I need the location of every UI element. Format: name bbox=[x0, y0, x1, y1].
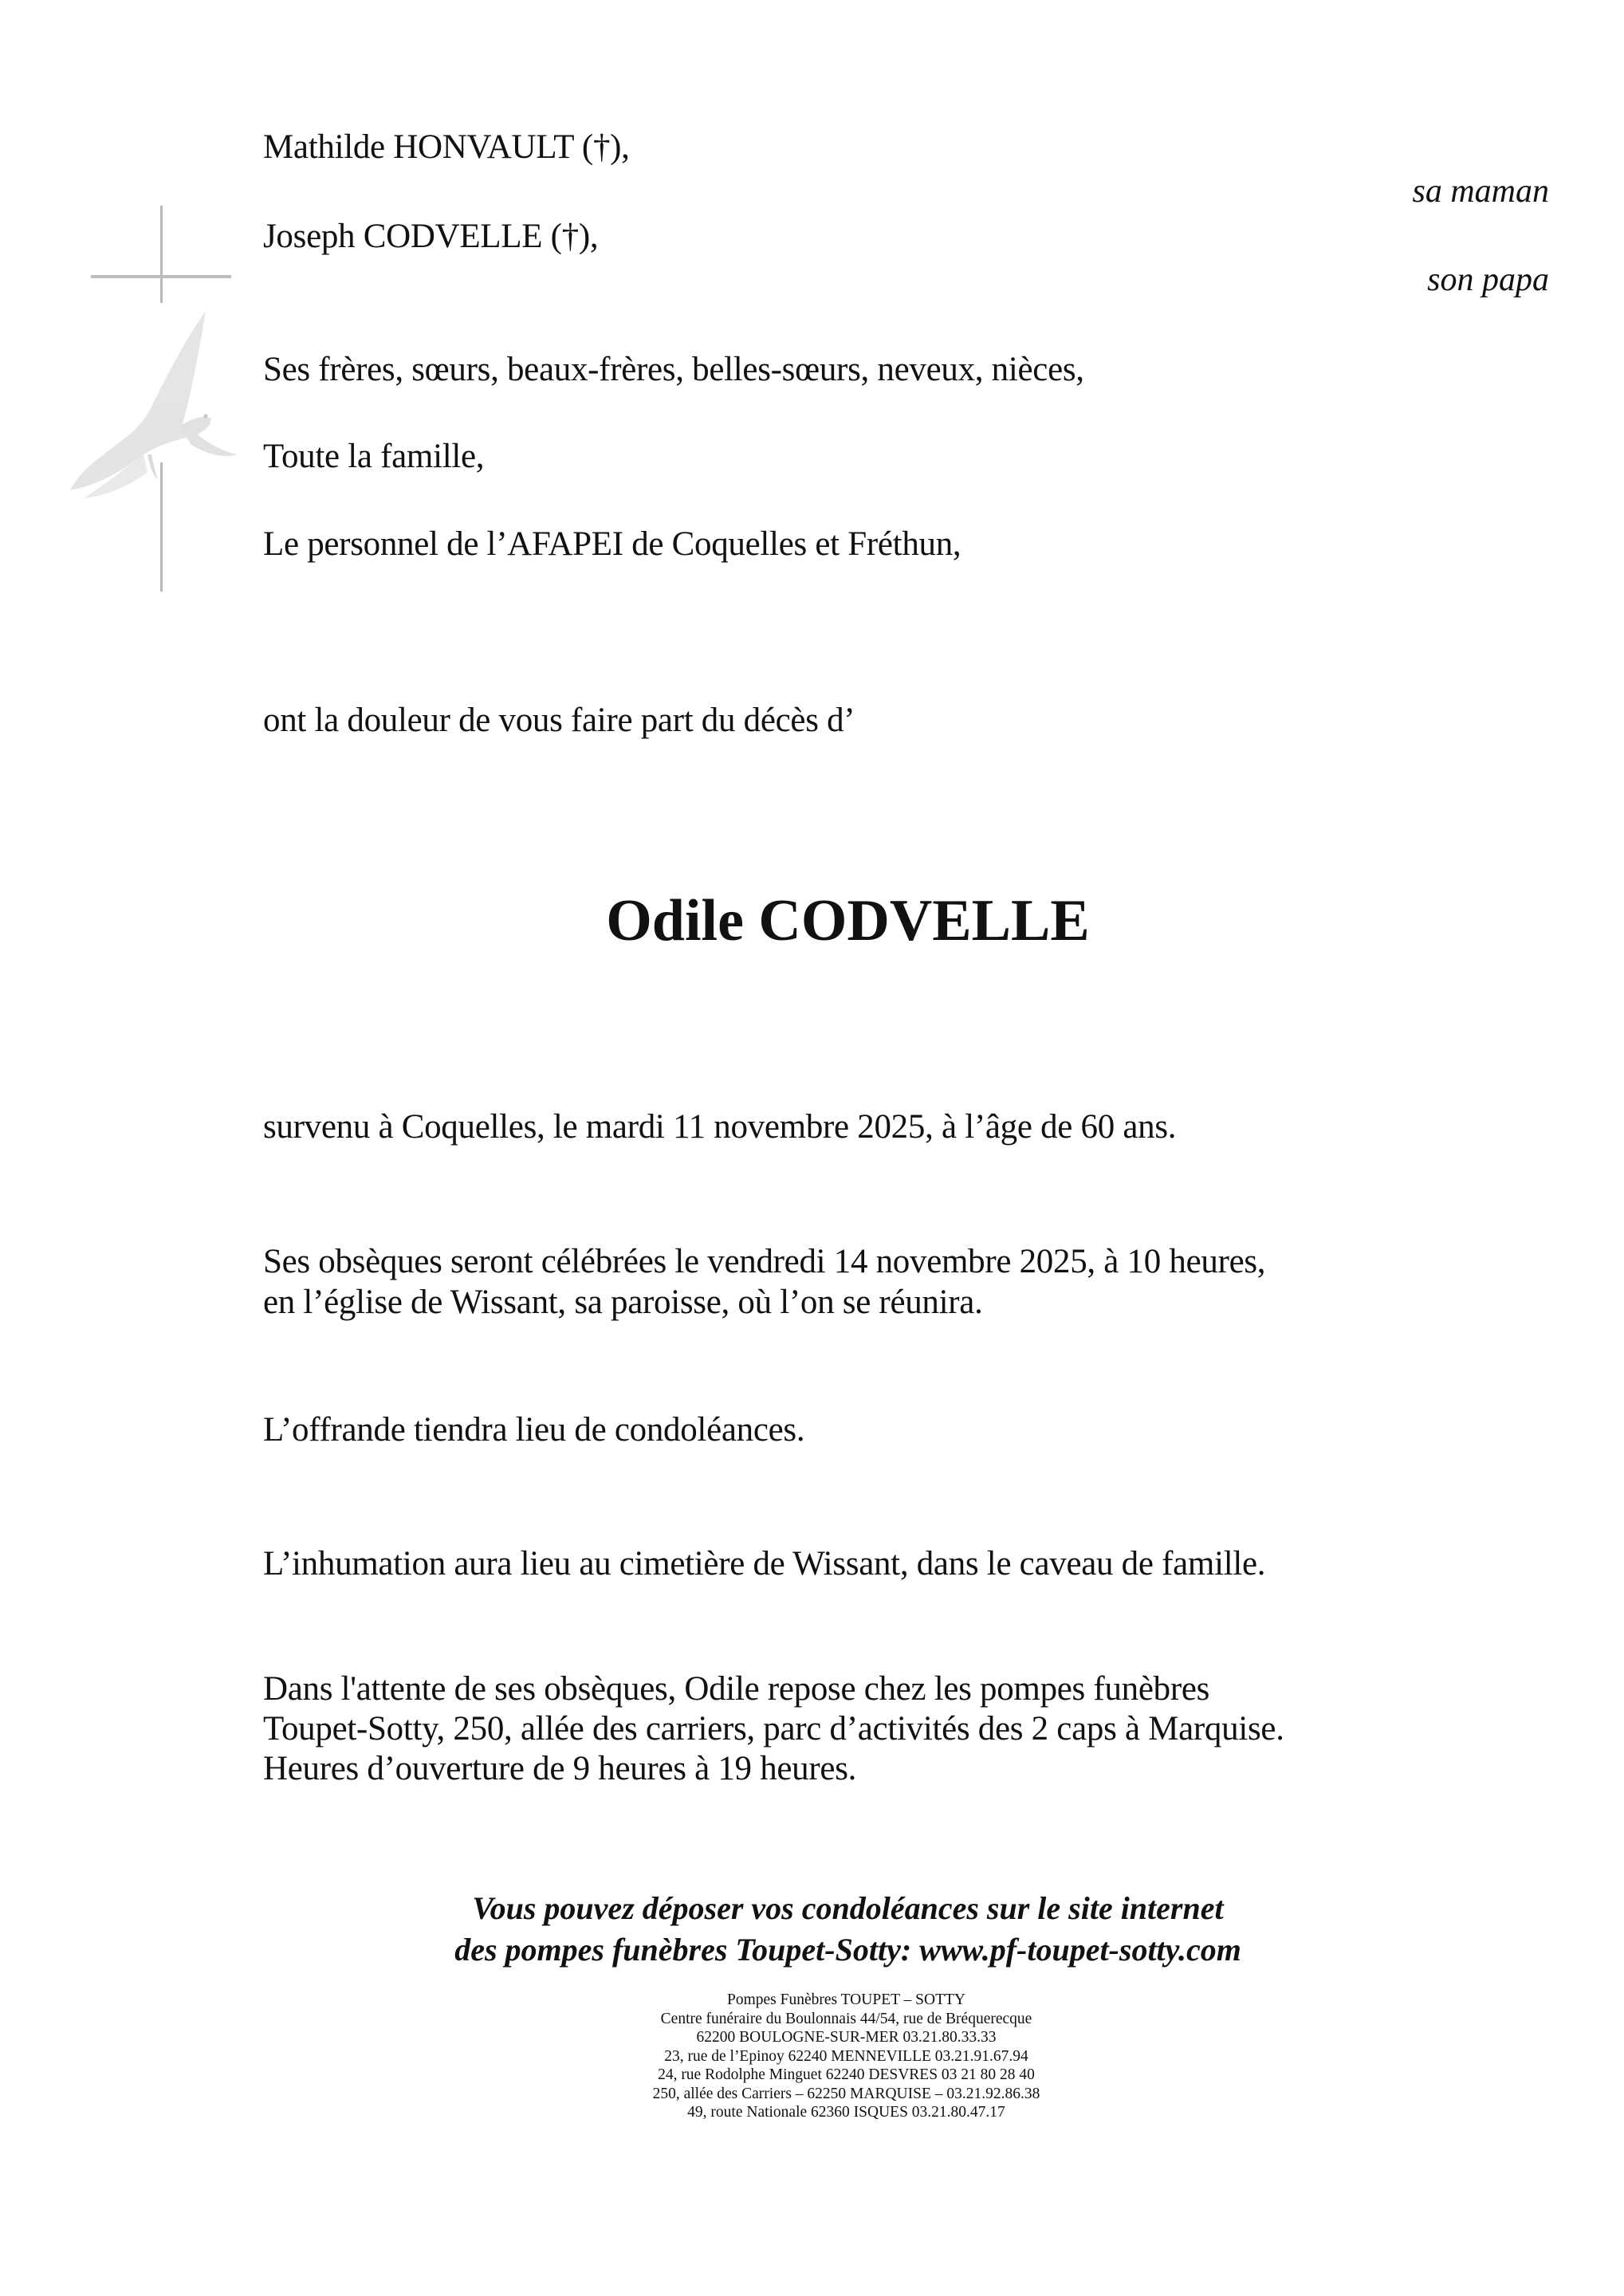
footer-address: 49, route Nationale 62360 ISQUES 03.21.80.47.17 bbox=[687, 2104, 1005, 2121]
footer-company: Pompes Funèbres TOUPET – SOTTY bbox=[726, 1991, 965, 2008]
parent-father-relation: son papa bbox=[1427, 261, 1549, 298]
offering-note: L’offrande tiendra lieu de condoléances. bbox=[263, 1411, 805, 1449]
dove-icon bbox=[70, 311, 238, 498]
burial-details: L’inhumation aura lieu au cimetière de Wissant, dans le caveau de famille. bbox=[263, 1545, 1266, 1582]
parent-mother-name: Mathilde HONVAULT (†), bbox=[263, 128, 630, 166]
resting-line: Toupet-Sotty, 250, allée des carriers, parc d’activités des 2 caps à Marquise. bbox=[263, 1710, 1284, 1748]
resting-line: Dans l'attente de ses obsèques, Odile repose chez les pompes funèbres bbox=[263, 1670, 1210, 1708]
funeral-line: en l’église de Wissant, sa paroisse, où l’on se réunira. bbox=[263, 1284, 983, 1321]
condolences-note-line: Vous pouvez déposer vos condoléances sur le site internet bbox=[472, 1890, 1224, 1926]
parent-mother-relation: sa maman bbox=[1412, 173, 1549, 210]
cross-with-dove-icon bbox=[48, 191, 255, 606]
resting-details bbox=[263, 1669, 1284, 1789]
footer-address: 250, allée des Carriers – 62250 MARQUISE – 03.21.92.86.38 bbox=[652, 2085, 1040, 2102]
parent-father-name: Joseph CODVELLE (†), bbox=[263, 218, 599, 255]
funeral-details bbox=[263, 1241, 1265, 1323]
family-all: Toute la famille, bbox=[263, 438, 485, 475]
deceased-name: Odile CODVELLE bbox=[606, 888, 1090, 953]
family-siblings: Ses frères, sœurs, beaux-frères, belles-sœurs, neveux, nièces, bbox=[263, 351, 1084, 388]
family-staff: Le personnel de l’AFAPEI de Coquelles et Fréthun, bbox=[263, 525, 961, 563]
footer-address: 62200 BOULOGNE-SUR-MER 03.21.80.33.33 bbox=[696, 2029, 997, 2046]
announcement-text: ont la douleur de vous faire part du décès d’ bbox=[263, 702, 855, 739]
death-details: survenu à Coquelles, le mardi 11 novembre 2025, à l’âge de 60 ans. bbox=[263, 1108, 1177, 1146]
footer-address: 23, rue de l’Epinoy 62240 MENNEVILLE 03.21.91.67.94 bbox=[664, 2047, 1028, 2065]
resting-line: Heures d’ouverture de 9 heures à 19 heures. bbox=[263, 1750, 857, 1787]
funeral-line: Ses obsèques seront célébrées le vendredi 14 novembre 2025, à 10 heures, bbox=[263, 1243, 1266, 1280]
footer-address: 24, rue Rodolphe Minguet 62240 DESVRES 03 21 80 28 40 bbox=[658, 2066, 1035, 2083]
condolences-website-link[interactable]: des pompes funèbres Toupet-Sotty: www.pf-toupet-sotty.com bbox=[454, 1932, 1241, 1968]
funeral-home-footer bbox=[0, 1991, 1624, 2122]
footer-address: Centre funéraire du Boulonnais 44/54, rue de Bréquerecque bbox=[660, 2010, 1032, 2027]
condolences-note bbox=[0, 1888, 1624, 1971]
